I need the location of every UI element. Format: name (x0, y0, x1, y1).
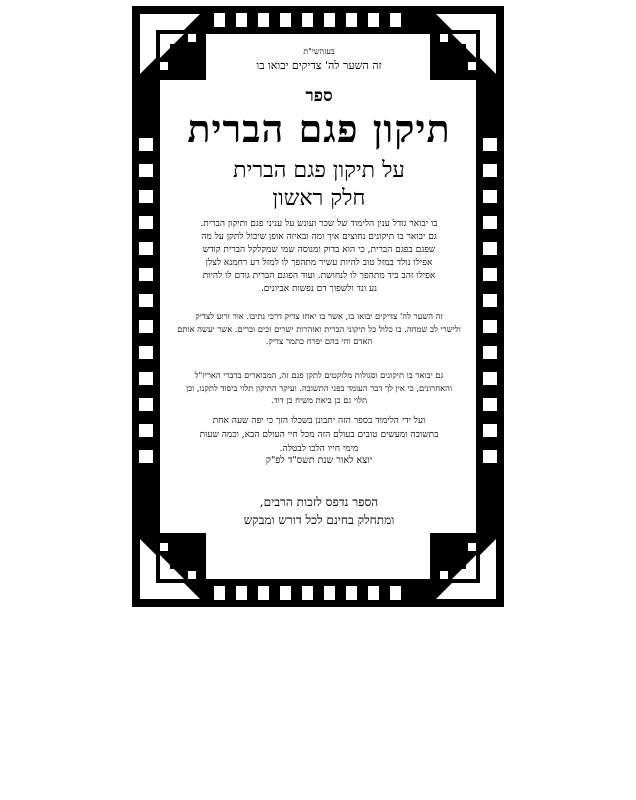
sefer-word: ספר (305, 86, 333, 106)
paragraph-line: מימי חייו הלכו לבטלה. (279, 444, 359, 454)
paragraph-line: והאחרונים, כי אין לך דבר העומד בפני התשובה. ועיקר התיקון תלוי ביסוד לתקנו, וכן (185, 382, 452, 393)
paragraph-line: זה השער לה' צדיקים יבואו בו, אשר בו יאחז צדיק דרכי נתיבו. אור זרוע לצדיק (195, 311, 443, 321)
paragraph-line: תלוי גם כן ביאת משיח בן דוד. (270, 395, 368, 406)
title-page-text (168, 48, 470, 578)
publication-year: יוצא לאור שנת תשס"ד לפ"ק (265, 455, 373, 466)
paragraph-line: האדם וחי בהם יפרח כתמר צדיק. (265, 336, 373, 347)
paragraph-line: שפגם בפגם הברית, כי הוא בדוק ומנוסה שמי שמקלקל הברית קודש (202, 245, 436, 255)
paragraph-4 (168, 414, 470, 456)
print-note-line-1: הספר נדפס לזכות הרבים, (259, 495, 379, 509)
bsd-line: בעזהשי"ת (303, 47, 335, 56)
paragraph-line: בתשובה ומעשים טובים בעולם הזה מכל חיי העולם הבא, וכמה שעות (199, 430, 439, 440)
paragraph-line: ועל ידי הלימוד בספר הזה יתבונן בשכלו הזך כי יפה שעה אחת (212, 416, 426, 426)
subtitle-line-1: על תיקון פגם הברית (233, 158, 405, 183)
paragraph-1 (168, 218, 470, 296)
paragraph-line: אפילו נולד במזל טוב להיות עשיר מתהפך לו למזל רע רחמנא לצלן (205, 258, 433, 268)
paragraph-line: אפילו זהב ביד מתהפך לו לנחושת. ועוד הפוגם הברית גורם לו להיות (202, 271, 436, 281)
paragraph-line: ולישרי לב שמחה. בו כלול כל תיקוני הברית ואזהרות ישרים זכים וברים. אשר יעשה אותם (177, 323, 461, 334)
paragraph-line: בו יבואר גודל ענין הלימוד של שכר ועונש על עניני פגם ותיקון הברית. (200, 219, 438, 229)
paragraph-3 (168, 369, 470, 407)
paragraph-line: נע ונד ולשפוך דם נפשות אביונים. (260, 284, 378, 294)
subtitle-line-2: חלק ראשון (272, 186, 366, 211)
paragraph-2 (168, 310, 470, 348)
motto-line: זה השער לה' צדיקים יבואו בו (256, 59, 382, 72)
paragraph-line: גם יבואר בו תיקונים וסגולות מלוקטים לתקן פגם זה, המבוארים בדברי האריז"ל (194, 370, 444, 380)
paragraph-line: גם יבואר בו תיקונים נחוצים איך ומה ובאיזה אופן שיכול לתקן על מה (201, 232, 437, 242)
book-title: תיקון פגם הברית (187, 106, 451, 151)
print-note-line-2: ומתחלק בחינם לכל דורש ומבקש (243, 513, 395, 527)
